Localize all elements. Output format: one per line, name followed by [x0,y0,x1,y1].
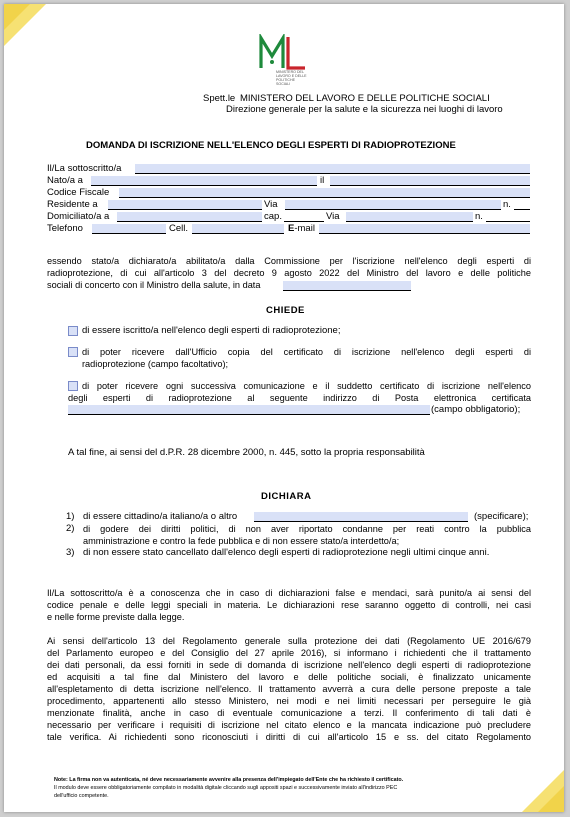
pec-obbligatorio-label: (campo obbligatorio); [431,404,521,415]
residence-number-field[interactable] [514,209,530,210]
dichiara-item-3-num: 3) [66,547,75,558]
corner-decoration-bottom-right [522,770,564,812]
footer-note-line-1: Note: La firma non va autenticata, né deve necessariamente avvenire alla presenza dell'impiegato dell'Ente che ha richiesto il certificato. [54,777,404,783]
pec-address-field[interactable] [68,405,430,415]
option-copia-text: di poter ricevere dall'Ufficio copia del certificato di iscrizione nell'elenco degli esperti di radioprotezione (campo facoltativo); [82,347,531,369]
ministry-logo [258,34,308,86]
chiede-heading: CHIEDE [266,305,305,316]
intro-paragraph: essendo stato/a dichiarato/a abilitato/a dalla Commissione per l'iscrizione nell'elenco degli esperti di radioprotezione, di cui all'articolo 3 del decreto 9 agosto 2022 del Ministro del lavoro e delle politiche sociali di concerto con il Ministro della salute, in data [47,256,531,290]
dpr-statement: A tal fine, ai sensi del d.P.R. 28 dicembre 2000, n. 445, sotto la propria responsabilità [68,447,425,458]
label-domiciliato: Domiciliato/a a [47,211,110,222]
email-field[interactable] [319,224,530,234]
label-n-residenza: n. [503,199,511,210]
domicile-cap-field[interactable] [284,221,324,222]
label-email: E-mail [288,223,315,234]
domicile-number-field[interactable] [486,221,530,222]
checkbox-pec[interactable] [68,381,78,391]
codice-fiscale-field[interactable] [119,188,530,198]
label-telefono: Telefono [47,223,83,234]
privacy-paragraph: Ai sensi dell'articolo 13 del Regolamento generale sulla protezione dei dati (Regolamento UE 2016/679 del Parlamento europeo e del Consiglio del 27 aprile 2016), si informano i richiedenti che il trattamento dei dati personali, da essi forniti in sede di domanda di iscrizione nell'elenco degli esperti di radioprotezione ed acquisiti a tal fine dal Ministero del lavoro e delle politiche sociali, è finalizzato unicamente all'espletamento di detta iscrizione nell'elenco. Il trattamento avverrà a cura delle persone preposte a tale procedimento, appartenenti allo stesso Ministero, nei modi e nei limiti necessari per perseguire le già menzionate finalità, anche in caso di eventuale comunicazione a terzi. Il conferimento di tali dati è necessario per verificare i requisiti di iscrizione nel citato elenco e la mancata indicazione può precludere tale verifica. Ai richiedenti sono riconosciuti i diritti di cui all'articolo 15 e ss. del citato Regolamento [47,636,531,742]
footer-note-line-3: dell'ufficio competente. [54,793,109,799]
label-n-domicilio: n. [475,211,483,222]
direction-name: Direzione generale per la salute e la sicurezza nei luoghi di lavoro [226,104,503,115]
false-declarations-paragraph: Il/La sottoscritto/a è a conoscenza che in caso di dichiarazioni false e mendaci, sarà punito/a ai sensi del codice penale e delle leggi speciali in materia. Le dichiarazioni rese saranno oggetto di controlli, nei casi e nelle forme previste dalla legge. [47,588,531,622]
sottoscritto-field[interactable] [135,164,530,174]
label-residente: Residente a [47,199,98,210]
dichiara-heading: DICHIARA [261,491,312,502]
label-il: il [320,175,325,186]
birthdate-field[interactable] [330,176,530,186]
corner-decoration-top-left [4,4,46,46]
residence-city-field[interactable] [108,200,262,210]
checkbox-copia-certificato[interactable] [68,347,78,357]
page-title: DOMANDA DI ISCRIZIONE NELL'ELENCO DEGLI ESPERTI DI RADIOPROTEZIONE [86,140,456,151]
label-nato: Nato/a a [47,175,83,186]
label-codice-fiscale: Codice Fiscale [47,187,110,198]
residence-street-field[interactable] [285,200,501,210]
footer-note-line-2: Il modulo deve essere obbligatoriamente compilato in modalità digitale cliccando sugli appositi spazi e successivamente inviato all'indirizzo PEC [54,785,398,791]
domicile-city-field[interactable] [117,212,262,222]
option-pec-text: di poter ricevere ogni successiva comunicazione e il suddetto certificato di iscrizione nell'elenco [82,381,531,391]
mobile-field[interactable] [192,224,284,234]
date-field[interactable] [283,281,411,291]
dichiara-item-3-text: di non essere stato cancellato dall'elenco degli esperti di radioprotezione negli ultimi cinque anni. [83,547,490,558]
label-sottoscritto: Il/La sottoscritto/a [47,163,122,174]
checkbox-iscrizione[interactable] [68,326,78,336]
dichiara-item-1-text: di essere cittadino/a italiano/a o altro [83,511,238,522]
birthplace-field[interactable] [91,176,317,186]
label-cap: cap. [264,211,282,222]
document-page [4,4,564,812]
phone-field[interactable] [92,224,166,234]
logo-subtext: MINISTERO DEL LAVORO E DELLE POLITICHE SOCIALI [276,70,307,86]
dichiara-item-2-text: di godere dei diritti politici, di non aver riportato condanne per reati contro la pubblica amministrazione e contro la fede pubblica e di non essere stato/a interdetto/a; [83,524,531,546]
label-via-residenza: Via [264,199,278,210]
option-iscrizione-text: di essere iscritto/a nell'elenco degli esperti di radioprotezione; [82,325,341,336]
ministry-name: MINISTERO DEL LAVORO E DELLE POLITICHE SOCIALI [240,93,490,104]
dichiara-item-1-end: (specificare); [474,511,529,522]
label-cell: Cell. [169,223,189,234]
ml-logo-icon [258,34,308,70]
option-pec-text-2: degli esperti di radioprotezione al seguente indirizzo di Posta elettronica certificata [68,393,531,403]
dichiara-item-1-num: 1) [66,511,75,522]
label-via-domicilio: Via [326,211,340,222]
dichiara-item-2-num: 2) [66,523,75,534]
addressee-prefix: Spett.le [203,93,236,104]
citizenship-field[interactable] [254,512,468,522]
domicile-street-field[interactable] [346,212,473,222]
